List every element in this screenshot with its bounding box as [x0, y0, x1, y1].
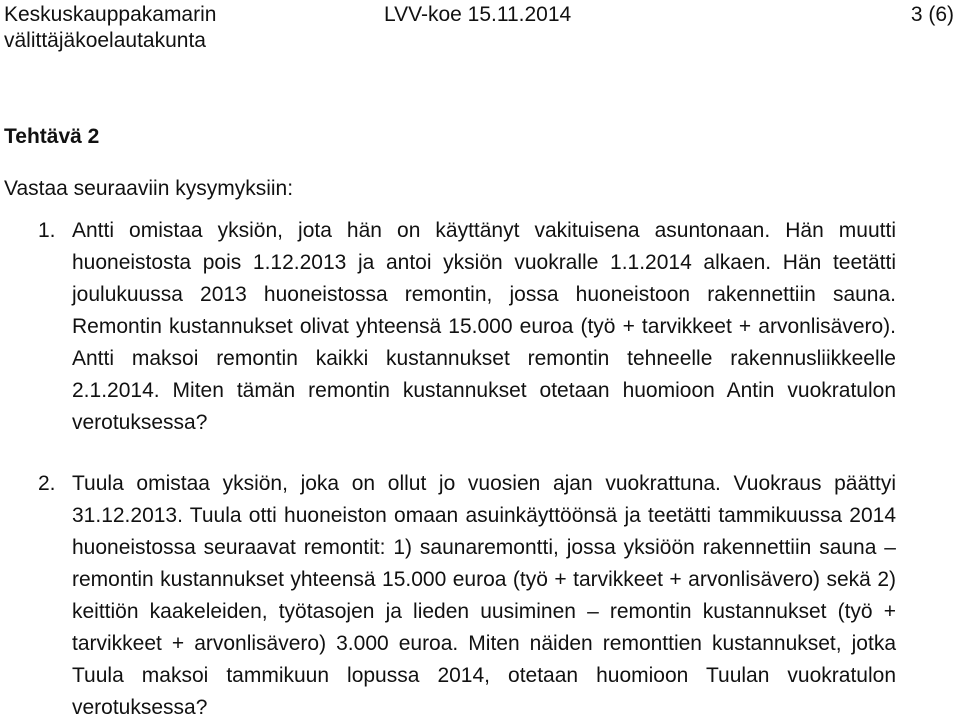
question-text: Antti omistaa yksiön, jota hän on käyttänyt vakituisena asuntonaan. Hän muutti huoneistosta pois 1.12.2013 ja antoi yksiön vuokralle 1.1.2014 alkaen. Hän teetätti joulukuussa 2013 huoneistossa remontin, jossa huoneistoon rakennettiin sauna. Remontin kustannukset olivat yhteensä 15.000 euroa (työ + tarvikkeet + arvonlisävero). Antti maksoi remontin kaikki kustannukset remontin tehneelle rakennusliikkeelle 2.1.2014. Miten tämän remontin kustannukset otetaan huomioon Antin vuokratulon verotuksessa? [72, 219, 896, 434]
header-exam-title: LVV-koe 15.11.2014 [384, 3, 572, 26]
page-header-left [4, 2, 216, 54]
header-committee: välittäjäkoelautakunta [4, 29, 206, 52]
header-page-number: 3 (6) [910, 3, 954, 26]
task-intro: Vastaa seuraaviin kysymyksiin: [4, 177, 294, 200]
header-organization: Keskuskauppakamarin [4, 3, 217, 26]
question-text: Tuula omistaa yksiön, joka on ollut jo vuosien ajan vuokrattuna. Vuokraus päättyi 31.12.2013. Tuula otti huoneiston omaan asuinkäyttöönsä ja teetätti tammikuussa 2014 huoneistossa seuraavat remontit: 1) saunaremontti, jossa yksiöön rakennettiin sauna – remontin kustannukset yhteensä 15.000 euroa (työ + tarvikkeet + arvonlisävero) sekä 2) keittiön kaakeleiden, työtasojen ja lieden uusiminen – remontin kustannukset (työ + tarvikkeet + arvonlisävero) 3.000 euroa. Miten näiden remonttien kustannukset, jotka Tuula maksoi tammikuun lopussa 2014, otetaan huomioon Tuulan vuokratulon verotuksessa? [72, 472, 896, 719]
question-number: 2. [38, 472, 56, 495]
task-title: Tehtävä 2 [4, 125, 100, 148]
question-number: 1. [38, 219, 56, 242]
